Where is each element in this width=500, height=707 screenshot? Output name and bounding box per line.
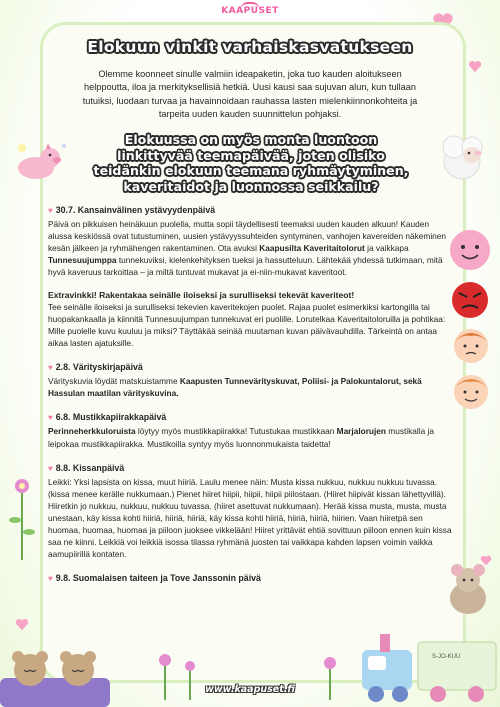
- extra-tip-body: Tee seinälle iloiseksi ja surulliseksi tekevien kaveritekojen puolet. Rajaa puolet esimerkiksi kartongilla tai huopakankaalla ja kiinnitä Tunnesuujumpan tunnekuvat eri puolille. Lorutelkaa Kaveritaitoloruilla ja pohtikaa: Mille puolelle kuvu kuuluu ja miksi? Täyttäkää seinää muutaman kuvan päivävauhdilla. Tärkeintä on antaa aikaa lasten ajatuksille.: [48, 301, 446, 348]
- theme-subtitle: Elokuussa on myös monta luontoon linkittyvää teemapäivää, joten olisiko teidänkin elokuun teemana ryhmäytyminen, kaveritaidot ja luonnossa seikkailu?: [93, 132, 409, 194]
- train-illustration: [360, 620, 500, 707]
- mouse-illustration: [440, 560, 496, 618]
- flower-illustration: [2, 470, 42, 560]
- extra-tip-heading: Extravinkki! Rakentakaa seinälle iloiseksi ja surulliseksi tekevät kaveriteot!: [48, 289, 355, 300]
- section-friendship-day: [48, 204, 453, 349]
- heart-bullet-icon: ♥: [48, 363, 53, 373]
- section-cat-day: [48, 462, 453, 561]
- brand-logo[interactable]: KAAPUSET: [221, 6, 279, 16]
- footer-url-link[interactable]: www.kaapuset.fi: [205, 684, 295, 695]
- theme-days-list: [48, 204, 453, 597]
- child-face-icon: [450, 370, 492, 412]
- train-sign: S-JO-KUU: [432, 654, 461, 660]
- section-heading: ♥ 2.8. Värityskirjapäivä: [48, 362, 143, 373]
- page-title: Elokuun vinkit varhaiskasvatukseen: [87, 38, 413, 56]
- heart-bullet-icon: ♥: [48, 574, 53, 584]
- section-heading: ♥ 8.8. Kissanpäivä: [48, 462, 125, 473]
- child-face-icon: [450, 324, 492, 366]
- section-heading: ♥ 9.8. Suomalaisen taiteen ja Tove Janssonin päivä: [48, 573, 261, 584]
- heart-icon: [15, 618, 29, 631]
- section-body: Värityskuvia löydät matskuistamme Kaapusten Tunnevärityskuvat, Poliisi- ja Palokuntalorut, sekä Hassulan maatilan värityskuvina.: [48, 376, 422, 399]
- happy-face-icon: [448, 228, 492, 272]
- section-coloring-day: [48, 361, 453, 399]
- lamb-illustration: [432, 125, 494, 187]
- section-body: Leikki: Yksi lapsista on kissa, muut hiiriä. Laulu menee näin: Musta kissa nukkuu, nukkuu nukkuu tuvassa. (kissa menee kerälle nukkumaan.) Pienet hiiret hiipii, hiipii, hiipii piilostaan. (Hiiret hiipivät kissan lähettyvillä). Hiiretkin jo nukkuu, nukkuu, nukkuu tuvassa. (hiiret asettuvat nukkumaan). Herää kissa musta, musta, musta unestaan, käy kissa kohti hiiriä, hiiriä, hiiriä, käy kissa kohti hiiriä, hiiriä, hiiriä, hiirien. Vaan hiiretpä sen huomaa, huomaa, huomaa ja piiloon juoksee vikkelään! Hiiret yrittävät ehtiä sovittuun piiloon ennen kuin kissa saa ne kiinni. Leikkiä voi leikkiä isossa tilassa ryhmänä juosten tai vaikkapa kahden lapsen voimin vaikka aamupiirillä kontaten.: [48, 476, 452, 560]
- heart-bullet-icon: ♥: [48, 463, 53, 473]
- heart-bullet-icon: ♥: [48, 413, 53, 423]
- section-body: Päivä on pikkuisen heinäkuun puolella, mutta sopii täydellisesti teemaksi uuden kauden alkuun! Kauden alussa keskiössä ovat tutustuminen, uusien ystävyyssuhteiden syntyminen, vanhojen kavereiden näkeminen kesän jälkeen ja ryhmähengen rakentaminen. Ota avuksi Kaapusilta Kaveritaitolorut ja vaikkapa Tunnesuujumppa tunnekuviksi, kielenkehityksen tueksi ja hassutteluun. Lähtekää yhdessä tutkimaan, mitä hyvä kaveruus tarkoittaa – ja miltä tuntuvat mukavat ja ei-niin-mukavat kaveritoot.: [48, 219, 447, 278]
- pig-illustration: [12, 140, 68, 184]
- bears-illustration: [0, 640, 110, 707]
- heart-icon: [468, 60, 482, 73]
- section-body: Perinneherkkuloruista löytyy myös mustikkapiirakka! Tutustukaa mustikkaan Marjalorujen mustikalla ja leipokaa mustikkapiirakka. Mustikoilla syntyy myös luonnonmukaista taidetta!: [48, 426, 434, 449]
- flower-illustration: [310, 655, 350, 700]
- section-finnish-art-day: [48, 572, 453, 585]
- section-heading: ♥ 30.7. Kansainvälinen ystävyydenpäivä: [48, 205, 216, 215]
- angry-face-icon: [450, 280, 490, 320]
- section-heading: ♥ 6.8. Mustikkapiirakkapäivä: [48, 412, 167, 423]
- section-blueberry-pie-day: [48, 411, 453, 449]
- intro-text: Olemme koonneet sinulle valmiin ideapaketin, joka tuo kauden aloitukseen helppoutta, iloa ja merkityksellisiä hetkiä. Uusi kausi saa sujuvan alun, kun tullaan tutuiksi, luodaan turvaa ja havainnoidaan rauhassa lasten mielenkiinnonkohteita ja tarpeita uuden kauden suunnittelun pohjaksi.: [82, 69, 418, 120]
- heart-bullet-icon: ♥: [48, 206, 53, 215]
